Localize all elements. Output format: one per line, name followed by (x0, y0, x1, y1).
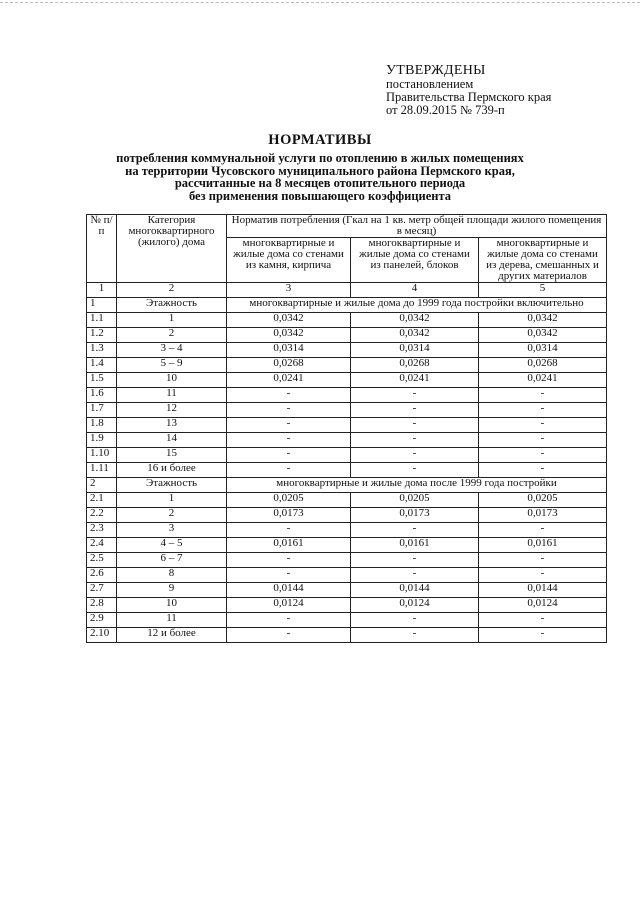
row-num: 1.4 (87, 358, 117, 373)
row-value: - (351, 568, 479, 583)
row-category: 5 – 9 (117, 358, 227, 373)
table-row (87, 433, 607, 448)
row-value: - (227, 553, 351, 568)
row-value: 0,0342 (351, 313, 479, 328)
row-category: 6 – 7 (117, 553, 227, 568)
row-value: 0,0342 (227, 313, 351, 328)
approval-line: постановлением (386, 77, 474, 91)
row-value: - (227, 463, 351, 478)
row-num: 1.8 (87, 418, 117, 433)
row-value: 0,0314 (351, 343, 479, 358)
row-value: - (479, 433, 607, 448)
col-index: 1 (87, 283, 117, 298)
row-value: 0,0342 (479, 328, 607, 343)
row-category: 13 (117, 418, 227, 433)
row-value: - (351, 388, 479, 403)
row-num: 2.10 (87, 628, 117, 643)
section-num: 2 (87, 478, 117, 493)
row-num: 1.7 (87, 403, 117, 418)
table-row (87, 403, 607, 418)
row-value: - (227, 628, 351, 643)
row-value: 0,0161 (479, 538, 607, 553)
row-value: - (227, 418, 351, 433)
row-value: 0,0268 (479, 358, 607, 373)
table-row (87, 313, 607, 328)
row-num: 2.4 (87, 538, 117, 553)
row-value: 0,0205 (227, 493, 351, 508)
row-category: 12 (117, 403, 227, 418)
row-value: - (227, 403, 351, 418)
row-value: 0,0268 (227, 358, 351, 373)
row-value: 0,0205 (351, 493, 479, 508)
row-value: 0,0342 (227, 328, 351, 343)
table-row (87, 418, 607, 433)
row-num: 1.6 (87, 388, 117, 403)
table-row (87, 328, 607, 343)
row-value: - (479, 568, 607, 583)
row-value: 0,0124 (351, 598, 479, 613)
table-row (87, 343, 607, 358)
row-value: 0,0161 (227, 538, 351, 553)
document-subtitle (60, 152, 580, 202)
subtitle-line: рассчитанные на 8 месяцев отопительного периода (174, 176, 466, 190)
scan-top-edge (0, 2, 640, 3)
row-value: - (227, 523, 351, 538)
header-stone: многоквартирные и жилые дома со стенами из камня, кирпича (227, 238, 351, 283)
row-value: 0,0314 (479, 343, 607, 358)
table-row (87, 373, 607, 388)
col-index: 2 (117, 283, 227, 298)
row-value: - (479, 463, 607, 478)
row-value: - (351, 463, 479, 478)
row-value: - (479, 388, 607, 403)
row-num: 1.10 (87, 448, 117, 463)
row-num: 2.6 (87, 568, 117, 583)
table-row (87, 493, 607, 508)
row-value: 0,0124 (479, 598, 607, 613)
row-value: - (351, 448, 479, 463)
row-category: 8 (117, 568, 227, 583)
section-label: Этажность (117, 478, 227, 493)
row-value: 0,0144 (227, 583, 351, 598)
row-value: 0,0342 (351, 328, 479, 343)
row-category: 9 (117, 583, 227, 598)
row-category: 3 – 4 (117, 343, 227, 358)
table-row (87, 628, 607, 643)
row-value: - (227, 448, 351, 463)
row-value: - (479, 628, 607, 643)
row-category: 1 (117, 313, 227, 328)
row-num: 1.3 (87, 343, 117, 358)
row-value: - (351, 628, 479, 643)
row-value: - (479, 448, 607, 463)
row-num: 1.5 (87, 373, 117, 388)
row-value: - (351, 553, 479, 568)
row-num: 1.2 (87, 328, 117, 343)
row-category: 11 (117, 388, 227, 403)
approval-line: Правительства Пермского края (386, 90, 552, 104)
col-index: 5 (479, 283, 607, 298)
table-row (87, 358, 607, 373)
row-value: - (479, 418, 607, 433)
row-value: 0,0268 (351, 358, 479, 373)
section-label: Этажность (117, 298, 227, 313)
row-value: 0,0173 (479, 508, 607, 523)
row-value: - (227, 568, 351, 583)
table-row (87, 448, 607, 463)
document-title: НОРМАТИВЫ (268, 132, 372, 148)
row-num: 2.2 (87, 508, 117, 523)
section-num: 1 (87, 298, 117, 313)
row-value: - (479, 403, 607, 418)
row-value: - (479, 613, 607, 628)
section-caption: многоквартирные и жилые дома после 1999 года постройки (227, 478, 607, 493)
row-value: 0,0205 (479, 493, 607, 508)
table-row (87, 463, 607, 478)
row-category: 1 (117, 493, 227, 508)
section-row (87, 298, 607, 313)
subtitle-line: потребления коммунальной услуги по отоплению в жилых помещениях (116, 151, 524, 165)
row-num: 2.5 (87, 553, 117, 568)
row-num: 2.8 (87, 598, 117, 613)
row-num: 1.11 (87, 463, 117, 478)
row-value: 0,0124 (227, 598, 351, 613)
section-caption: многоквартирные и жилые дома до 1999 года постройки включительно (227, 298, 607, 313)
approval-heading: УТВЕРЖДЕНЫ (386, 63, 486, 78)
row-value: 0,0241 (479, 373, 607, 388)
row-value: 0,0173 (227, 508, 351, 523)
row-value: 0,0241 (351, 373, 479, 388)
table-row (87, 538, 607, 553)
row-num: 1.1 (87, 313, 117, 328)
table-row (87, 553, 607, 568)
row-value: 0,0314 (227, 343, 351, 358)
approval-block (386, 64, 551, 117)
table-row (87, 598, 607, 613)
row-value: - (227, 613, 351, 628)
norms-table (86, 214, 607, 643)
row-num: 2.1 (87, 493, 117, 508)
col-index: 3 (227, 283, 351, 298)
row-category: 10 (117, 373, 227, 388)
row-value: - (351, 403, 479, 418)
header-num: № п/п (87, 215, 117, 283)
row-category: 16 и более (117, 463, 227, 478)
row-category: 15 (117, 448, 227, 463)
row-category: 2 (117, 328, 227, 343)
approval-line: от 28.09.2015 № 739-п (386, 103, 505, 117)
table-row (87, 568, 607, 583)
section-row (87, 478, 607, 493)
row-category: 2 (117, 508, 227, 523)
row-value: - (227, 388, 351, 403)
row-value: 0,0173 (351, 508, 479, 523)
row-category: 14 (117, 433, 227, 448)
row-category: 10 (117, 598, 227, 613)
row-value: 0,0241 (227, 373, 351, 388)
row-value: - (351, 418, 479, 433)
row-value: - (479, 553, 607, 568)
row-value: 0,0144 (479, 583, 607, 598)
row-value: - (351, 523, 479, 538)
header-category: Категория многоквартирного (жилого) дома (117, 215, 227, 283)
row-num: 1.9 (87, 433, 117, 448)
row-value: 0,0342 (479, 313, 607, 328)
header-panel: многоквартирные и жилые дома со стенами из панелей, блоков (351, 238, 479, 283)
row-category: 4 – 5 (117, 538, 227, 553)
table-row (87, 523, 607, 538)
row-value: - (351, 613, 479, 628)
row-category: 3 (117, 523, 227, 538)
row-num: 2.3 (87, 523, 117, 538)
row-value: - (479, 523, 607, 538)
row-value: 0,0144 (351, 583, 479, 598)
row-num: 2.9 (87, 613, 117, 628)
col-index: 4 (351, 283, 479, 298)
row-value: 0,0161 (351, 538, 479, 553)
row-category: 12 и более (117, 628, 227, 643)
table-row (87, 613, 607, 628)
table-row (87, 508, 607, 523)
table-row (87, 388, 607, 403)
header-wood: многоквартирные и жилые дома со стенами из дерева, смешанных и других материалов (479, 238, 607, 283)
header-norm: Норматив потребления (Гкал на 1 кв. метр общей площади жилого помещения в месяц) (227, 215, 607, 238)
subtitle-line: без применения повышающего коэффициента (188, 188, 452, 203)
row-value: - (351, 433, 479, 448)
row-num: 2.7 (87, 583, 117, 598)
row-value: - (227, 433, 351, 448)
table-row (87, 583, 607, 598)
row-category: 11 (117, 613, 227, 628)
subtitle-line: на территории Чусовского муниципального района Пермского края, (125, 163, 515, 178)
